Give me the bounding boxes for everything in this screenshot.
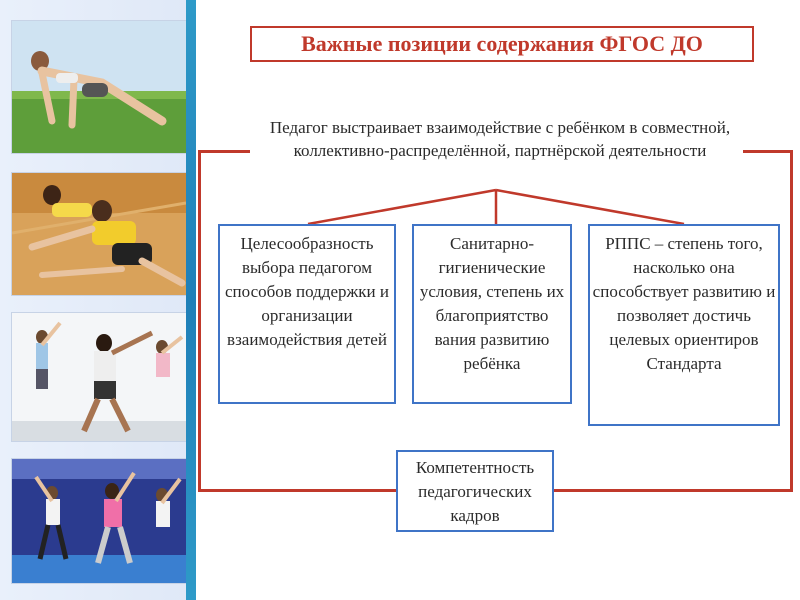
box-rpps-text: РППС – степень того, насколько она способствует развитию и позволяет достичь целевых ориентиров Стандарта xyxy=(592,234,776,373)
connector-line-left xyxy=(308,190,496,224)
sidebar-edge-stripe xyxy=(186,0,196,600)
frame-line-top-left xyxy=(198,150,250,153)
connector-line-right xyxy=(496,190,684,224)
frame-line-top-right xyxy=(743,150,793,153)
stretching-woman-photo xyxy=(11,20,187,154)
box-sanitary-text: Санитарно-гигиенические условия, степень их благоприятство вания развитию ребёнка xyxy=(419,234,565,373)
frame-line-bottom-right xyxy=(553,489,793,492)
box-expedience xyxy=(218,224,396,404)
children-stretching-photo xyxy=(11,172,187,296)
box-rpps xyxy=(588,224,780,426)
box-expedience-text: Целесообразность выбора педагогом способов поддержки и организации взаимодействия детей xyxy=(225,234,389,349)
box-competence-text: Компетентность педагогических кадров xyxy=(415,458,535,525)
slide-title-text: Важные позиции содержания ФГОС ДО xyxy=(301,31,703,56)
box-sanitary xyxy=(412,224,572,404)
box-competence xyxy=(396,450,554,532)
slide-title xyxy=(250,26,754,62)
frame-line-bottom-left xyxy=(198,489,396,492)
photo-sidebar xyxy=(0,0,196,600)
gym-class-photo xyxy=(11,458,187,584)
group-exercise-photo xyxy=(11,312,187,442)
frame-line-right xyxy=(790,150,793,492)
intro-text: Педагог выстраивает взаимодействие с ребёнком в совместной, коллективно-распределённой, партнёрской деятельности xyxy=(269,118,731,160)
frame-line-left xyxy=(198,150,201,492)
